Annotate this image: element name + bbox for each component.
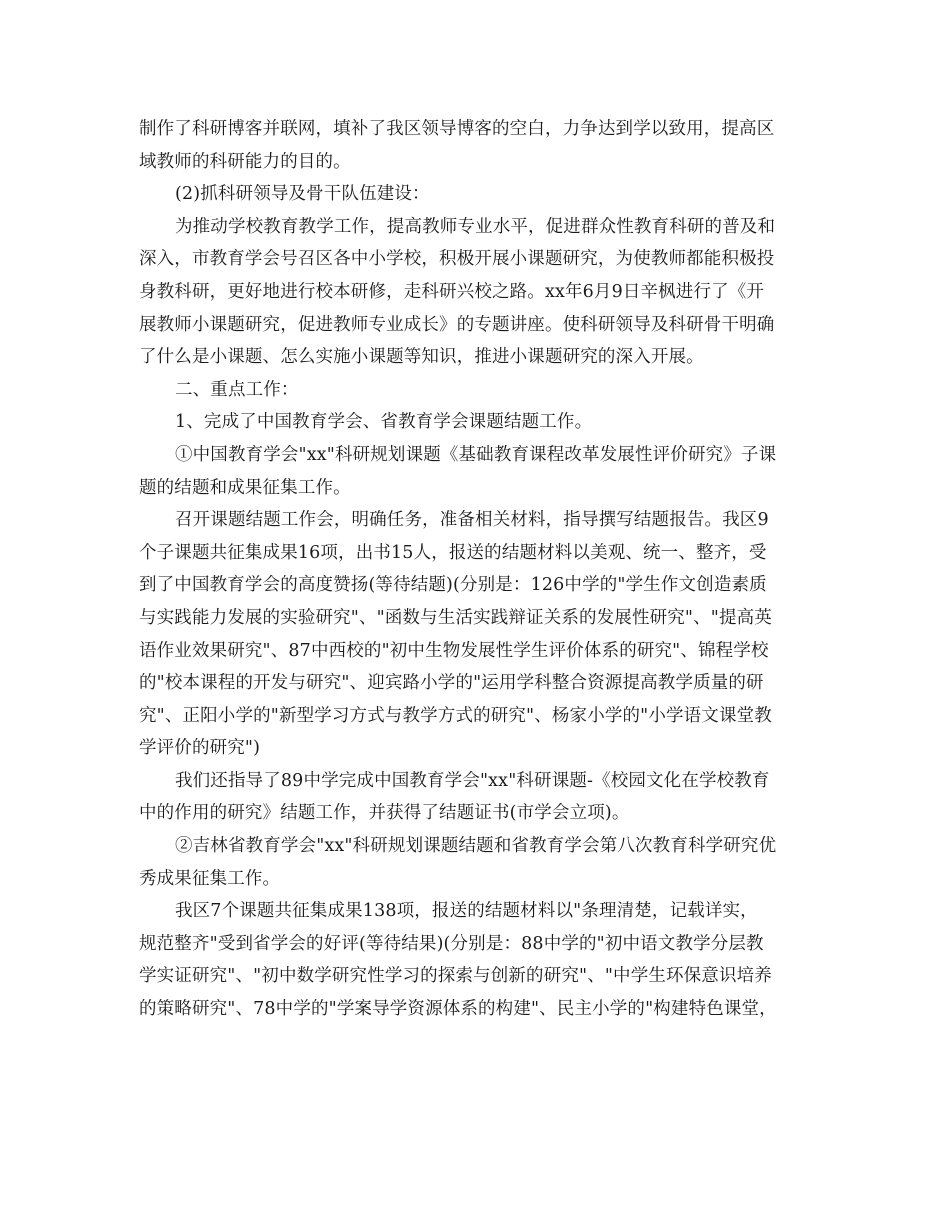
text-line: 题的结题和成果征集工作。 bbox=[139, 477, 351, 498]
text-line: 学评价的研究") bbox=[139, 738, 261, 759]
text-line: 规范整齐"受到省学会的好评(等待结果)(分别是：88中学的"初中语文教学分层教 bbox=[139, 933, 764, 954]
text-line: 域教师的科研能力的目的。 bbox=[139, 151, 351, 172]
text-line: 二、重点工作： bbox=[175, 379, 299, 400]
text-line: ②吉林省教育学会"xx"科研规划课题结题和省教育学会第八次教育科学研究优 bbox=[175, 836, 777, 857]
text-line: 制作了科研博客并联网，填补了我区领导博客的空白，力争达到学以致用，提高区 bbox=[139, 119, 775, 139]
text-line: 秀成果征集工作。 bbox=[139, 868, 281, 889]
text-line: 到了中国教育学会的高度赞扬(等待结题)(分别是：126中学的"学生作文创造素质 bbox=[139, 575, 767, 596]
document-body bbox=[139, 113, 829, 1026]
text-line: 学实证研究"、"初中数学研究性学习的探索与创新的研究"、"中学生环保意识培养 bbox=[139, 966, 772, 987]
text-line: 与实践能力发展的实验研究"、"函数与生活实践辩证关系的发展性研究"、"提高英 bbox=[139, 607, 772, 628]
text-line: 我区7个课题共征集成果138项，报送的结题材料以"条理清楚，记载详实， bbox=[175, 901, 758, 922]
text-line: 个子课题共征集成果16项，出书15人，报送的结题材料以美观、统一、整齐，受 bbox=[139, 542, 767, 563]
text-line: 召开课题结题工作会，明确任务，准备相关材料，指导撰写结题报告。我区9 bbox=[175, 510, 769, 531]
text-line: 究"、正阳小学的"新型学习方式与教学方式的研究"、杨家小学的"小学语文课堂教 bbox=[139, 705, 772, 726]
text-line: 了什么是小课题、怎么实施小课题等知识，推进小课题研究的深入开展。 bbox=[139, 347, 704, 368]
text-line: 的策略研究"、78中学的"学案导学资源体系的构建"、民主小学的"构建特色课堂， bbox=[139, 999, 777, 1020]
text-line: 深入，市教育学会号召区各中小学校，积极开展小课题研究，为使教师都能积极投 bbox=[139, 249, 775, 270]
text-line: ①中国教育学会"xx"科研规划课题《基础教育课程改革发展性评价研究》子课 bbox=[175, 444, 777, 465]
text-line: 我们还指导了89中学完成中国教育学会"xx"科研课题-《校园文化在学校教育 bbox=[175, 770, 770, 791]
text-line: 1、完成了中国教育学会、省教育学会课题结题工作。 bbox=[175, 412, 593, 433]
text-line: 的"校本课程的开发与研究"、迎宾路小学的"运用学科整合资源提高教学质量的研 bbox=[139, 673, 764, 694]
text-line: (2)抓科研领导及骨干队伍建设： bbox=[175, 184, 430, 205]
text-line: 展教师小课题研究，促进教师专业成长》的专题讲座。使科研领导及科研骨干明确 bbox=[139, 314, 775, 335]
text-line: 中的作用的研究》结题工作，并获得了结题证书(市学会立项)。 bbox=[139, 803, 630, 824]
text-line: 身教科研，更好地进行校本研修，走科研兴校之路。xx年6月9日辛枫进行了《开 bbox=[139, 281, 765, 302]
text-line: 为推动学校教育教学工作，提高教师专业水平，促进群众性教育科研的普及和 bbox=[175, 216, 776, 237]
text-line: 语作业效果研究"、87中西校的"初中生物发展性学生评价体系的研究"、锦程学校 bbox=[139, 640, 769, 661]
